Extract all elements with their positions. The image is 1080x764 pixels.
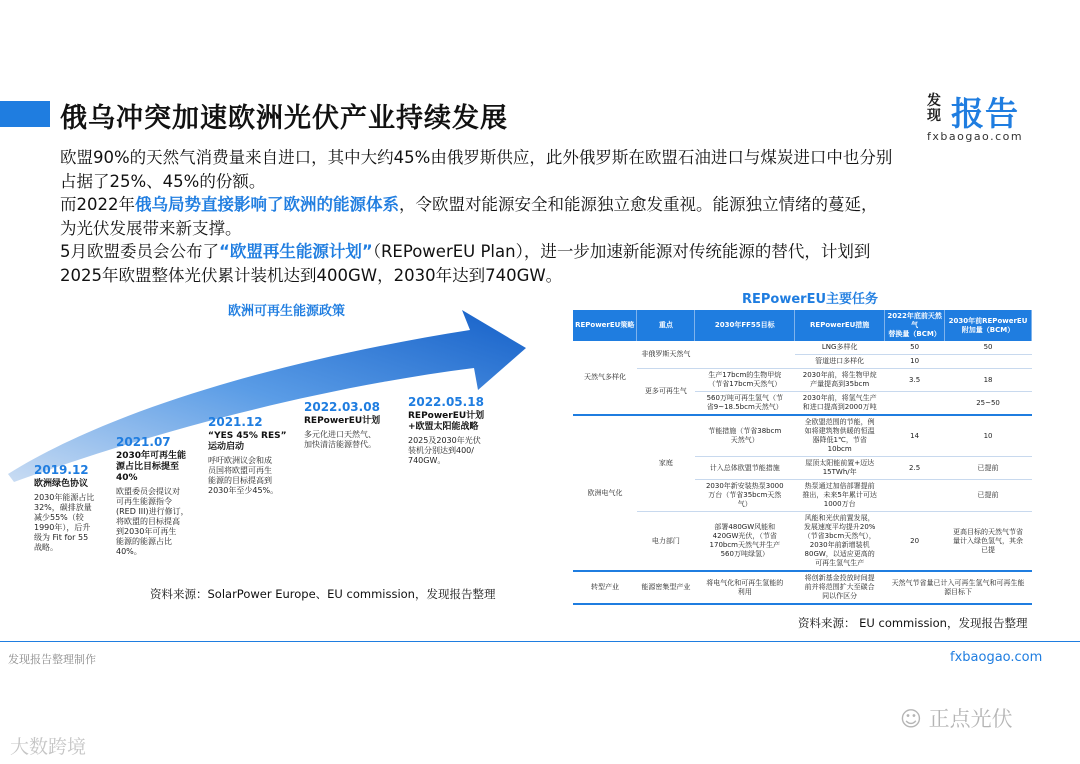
body-line-5 bbox=[60, 240, 1050, 264]
table-cell: 风能和光伏前置发展， 发展速度平均提升20% （节省3bcm天然气）， 2030年前新增装机 80GW，以适应更高的 可再生氢气生产 bbox=[795, 512, 885, 572]
milestone-desc: 2025及2030年光伏 装机分别达到400/ 740GW。 bbox=[408, 436, 481, 465]
milestone-date: 2019.12 bbox=[34, 463, 89, 477]
table-cell: 能源密集型产业 bbox=[637, 571, 695, 604]
milestone-2021-12 bbox=[208, 417, 298, 496]
table-cell: 560万吨可再生氢气（节 省9~18.5bcm天然气） bbox=[695, 392, 795, 416]
milestone-desc: 呼吁欧洲议会和成 员国将欧盟可再生 能源的目标提高到 2030年至少45%。 bbox=[208, 456, 279, 495]
col-header: 2022年底前天然气 替换量（BCM） bbox=[885, 310, 945, 341]
watermark-left: 大数跨境 bbox=[10, 736, 87, 758]
body-line-5a: 5月欧盟委员会公布了 bbox=[60, 242, 219, 261]
body-line-2: 占据了25%、45%的份额。 bbox=[60, 171, 266, 191]
table-cell: 部署480GW风能和 420GW光伏，（节省 170bcm天然气并生产 560万吨绿氢） bbox=[695, 512, 795, 572]
source-left: 资料来源：SolarPower Europe、EU commission，发现报告整理 bbox=[150, 587, 496, 601]
body-text bbox=[60, 146, 1050, 287]
body-line-5c: （REPowerEU Plan），进一步加速新能源对传统能源的替代，计划到 bbox=[372, 242, 871, 261]
col-header: REPowerEU策略 bbox=[573, 310, 637, 341]
milestone-head: “YES 45% RES” 运动启动 bbox=[208, 431, 287, 452]
title-accent-bar bbox=[0, 101, 50, 127]
col-header: 2030年FF55目标 bbox=[695, 310, 795, 341]
milestone-2019-12 bbox=[34, 465, 116, 553]
table-row bbox=[573, 341, 1032, 355]
milestone-head: 2030年可再生能 源占比目标提至 40% bbox=[116, 451, 187, 483]
table-row bbox=[573, 512, 1032, 572]
table-cell: 已提前 bbox=[945, 480, 1032, 512]
source-right: 资料来源： EU commission，发现报告整理 bbox=[798, 616, 1028, 630]
table-cell: 10 bbox=[945, 415, 1032, 457]
table-row bbox=[573, 571, 1032, 604]
table-cell: 非俄罗斯天然气 bbox=[637, 341, 695, 369]
highlight-repowereu: “欧盟再生能源计划” bbox=[219, 242, 373, 261]
footer-left: 发现报告整理制作 bbox=[8, 653, 96, 666]
table-cell: 50 bbox=[885, 341, 945, 355]
col-header: 重点 bbox=[637, 310, 695, 341]
table-cell: 电力部门 bbox=[637, 512, 695, 572]
table-cell: 已提前 bbox=[945, 457, 1032, 480]
milestone-2022-05-18 bbox=[408, 397, 508, 466]
logo-url: fxbaogao.com bbox=[927, 130, 1024, 143]
table-cell: 家庭 bbox=[637, 415, 695, 512]
milestone-2022-03-08 bbox=[304, 402, 400, 450]
milestone-date: 2022.03.08 bbox=[304, 400, 380, 414]
table-cell: 10 bbox=[885, 355, 945, 369]
table-cell: 50 bbox=[945, 341, 1032, 355]
policy-title: 欧洲可再生能源政策 bbox=[228, 304, 346, 319]
slide-title: 俄乌冲突加速欧洲光伏产业持续发展 bbox=[60, 103, 508, 134]
body-line-1: 欧盟90%的天然气消费量来自进口，其中大约45%由俄罗斯供应，此外俄罗斯在欧盟石油进口与煤炭进口中也分别 bbox=[60, 148, 893, 167]
table-cell: 14 bbox=[885, 415, 945, 457]
group-cell: 欧洲电气化 bbox=[573, 415, 637, 571]
table-cell: 节能措施（节省38bcm 天然气） bbox=[695, 415, 795, 457]
table-cell: 生产17bcm的生物甲烷 （节省17bcm天然气） bbox=[695, 369, 795, 392]
table-cell: 3.5 bbox=[885, 369, 945, 392]
table-cell: 管道进口多样化 bbox=[795, 355, 885, 369]
table-cell: 20 bbox=[885, 512, 945, 572]
table-cell: 全欧盟范围的节能，例 如将建筑物供暖的恒温 器降低1℃，节省 10bcm bbox=[795, 415, 885, 457]
col-header: 2030年前REPowerEU 附加量（BCM） bbox=[945, 310, 1032, 341]
table-cell: 天然气节省量已计入可再生氢气和可再生能 源目标下 bbox=[885, 571, 1032, 604]
table-cell: 计入总体欧盟节能措施 bbox=[695, 457, 795, 480]
milestone-desc: 多元化进口天然气、 加快清洁能源替代。 bbox=[304, 430, 376, 449]
table-cell: 18 bbox=[945, 369, 1032, 392]
table-cell: 2030年新安装热泵3000 万台（节省35bcm天然 气） bbox=[695, 480, 795, 512]
table-cell bbox=[885, 392, 945, 416]
milestone-head: REPowerEU计划 bbox=[304, 416, 381, 426]
milestone-head: 欧洲绿色协议 bbox=[34, 479, 89, 489]
table-cell: 2030年前，将氢气生产 和进口提高到2000万吨 bbox=[795, 392, 885, 416]
body-line-4: 为光伏发展带来新支撑。 bbox=[60, 218, 242, 238]
footer-link[interactable]: fxbaogao.com bbox=[950, 650, 1043, 665]
milestone-desc: 欧盟委员会提议对 可再生能源指令 (RED III)进行修订， 将欧盟的目标提高 到2030年可再生 能源的能源占比 40%。 bbox=[116, 487, 189, 556]
body-line-3a: 而2022年 bbox=[60, 195, 135, 214]
watermark-right: ☺ 正点光伏 bbox=[900, 707, 1013, 731]
body-line-3 bbox=[60, 193, 1050, 217]
table-cell bbox=[885, 480, 945, 512]
table-cell: 25~50 bbox=[945, 392, 1032, 416]
table-cell: 将电气化和可再生氢能的 利用 bbox=[695, 571, 795, 604]
table-header-row bbox=[573, 310, 1032, 341]
milestone-2021-07 bbox=[116, 437, 202, 557]
logo-text-bg: 报告 bbox=[951, 94, 1019, 133]
milestone-desc: 2030年能源占比 32%，碳排放量 减少55%（较 1990年），后升 级为 Fit for 55 战略。 bbox=[34, 493, 95, 552]
group-cell: 转型产业 bbox=[573, 571, 637, 604]
table-cell: 2.5 bbox=[885, 457, 945, 480]
milestone-date: 2021.12 bbox=[208, 415, 263, 429]
milestone-date: 2022.05.18 bbox=[408, 395, 484, 409]
table-cell: 热泵通过加倍部署提前 推出，未来5年累计可达 1000万台 bbox=[795, 480, 885, 512]
highlight-ukraine-impact: 俄乌局势直接影响了欧洲的能源体系 bbox=[135, 195, 399, 214]
table-row bbox=[573, 369, 1032, 392]
table-cell: 更高目标的天然气节省 量计入绿色氢气，其余 已提 bbox=[945, 512, 1032, 572]
milestone-head: REPowerEU计划 +欧盟太阳能战略 bbox=[408, 411, 485, 432]
body-line-6: 2025年欧盟整体光伏累计装机达到400GW，2030年达到740GW。 bbox=[60, 265, 563, 285]
table-cell: 更多可再生气 bbox=[637, 369, 695, 416]
body-line-3c: ，令欧盟对能源安全和能源独立愈发重视。能源独立情绪的蔓延， bbox=[399, 195, 878, 214]
group-cell: 天然气多样化 bbox=[573, 341, 637, 415]
table-cell bbox=[945, 355, 1032, 369]
table-cell: 将创新基金投放时间提 前并将范围扩大至碳合 同以作区分 bbox=[795, 571, 885, 604]
repower-table bbox=[573, 310, 1032, 605]
milestone-date: 2021.07 bbox=[116, 435, 171, 449]
fxbaogao-logo[interactable] bbox=[925, 88, 1065, 144]
table-cell bbox=[695, 341, 795, 369]
table-cell: 2030年前，将生物甲烷 产量提高到35bcm bbox=[795, 369, 885, 392]
table-cell: 屋顶太阳能前置+迈达 15TWh/年 bbox=[795, 457, 885, 480]
col-header: REPowerEU措施 bbox=[795, 310, 885, 341]
footer-divider bbox=[0, 641, 1080, 642]
table-cell: LNG多样化 bbox=[795, 341, 885, 355]
repower-title: REPowerEU主要任务 bbox=[742, 292, 879, 307]
table-row bbox=[573, 415, 1032, 457]
logo-text-fx: 发现 bbox=[927, 93, 941, 124]
